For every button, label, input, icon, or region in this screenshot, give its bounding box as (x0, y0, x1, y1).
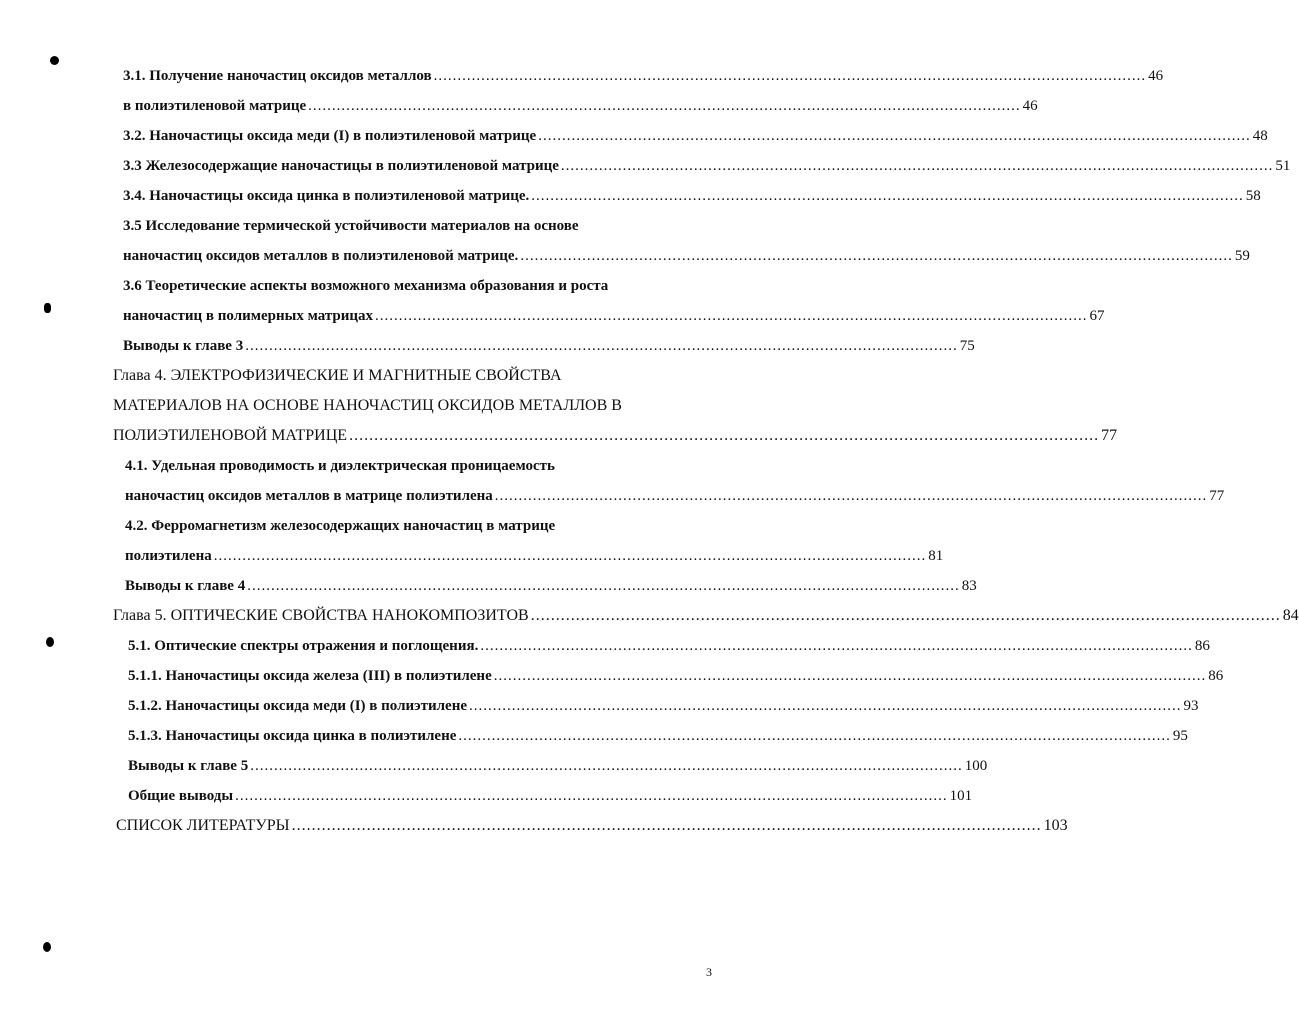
toc-entry-title: Выводы к главе 5 (128, 758, 249, 774)
toc-chapter (0, 805, 1068, 835)
toc-chapter-title: СПИСОК ЛИТЕРАТУРЫ (116, 817, 290, 834)
toc-entry-page: 46 (1022, 98, 1038, 114)
toc-leader: ...................................................................................................................................................... (433, 68, 1147, 84)
scan-speck (43, 942, 51, 952)
toc-entry-page: 51 (1275, 158, 1291, 174)
toc-entry (0, 115, 1268, 145)
toc-leader: ...................................................................................................................................................... (538, 128, 1251, 144)
toc-entry-page: 81 (928, 548, 944, 564)
toc-entry-title: Выводы к главе 4 (125, 578, 246, 594)
toc-entry (0, 175, 1261, 205)
toc-entry-page: 67 (1089, 308, 1105, 324)
toc-entry-page: 48 (1252, 128, 1268, 144)
toc-leader: ...................................................................................................................................................... (494, 488, 1208, 504)
toc-entry-page: 84 (1282, 607, 1299, 624)
toc-entry (0, 145, 1291, 175)
toc-entry-page: 101 (949, 788, 973, 804)
toc-entry-title: 5.1.3. Наночастицы оксида цинка в полиэтилене (128, 728, 457, 744)
toc-entry-title: 3.1. Получение наночастиц оксидов металлов (123, 68, 432, 84)
toc-entry-page: 59 (1234, 248, 1250, 264)
toc-leader: ...................................................................................................................................................... (530, 607, 1281, 624)
toc-entry (0, 445, 794, 475)
toc-leader: ...................................................................................................................................................... (291, 817, 1042, 834)
toc-entry-page: 46 (1148, 68, 1164, 84)
toc-leader: ...................................................................................................................................................... (469, 698, 1182, 714)
toc-chapter (0, 595, 1299, 625)
toc-entry (0, 265, 794, 295)
toc-entry-page: 100 (964, 758, 988, 774)
toc-entry-title: 4.1. Удельная проводимость и диэлектрическая проницаемость (125, 458, 555, 474)
toc-leader: ...................................................................................................................................................... (493, 668, 1207, 684)
toc-leader: ...................................................................................................................................................... (250, 758, 963, 774)
toc-entry-title: 5.1. Оптические спектры отражения и поглощения. (128, 638, 479, 654)
toc-chapter (0, 385, 794, 415)
toc-chapter-title: Глава 5. ОПТИЧЕСКИЕ СВОЙСТВА НАНОКОМПОЗИТОВ (113, 607, 529, 624)
toc-entry-title: 4.2. Ферромагнетизм железосодержащих наночастиц в матрице (125, 518, 556, 534)
toc-entry (0, 505, 794, 535)
toc-entry-page: 77 (1101, 427, 1118, 444)
toc-entry (0, 775, 973, 805)
toc-entry-title: наночастиц в полимерных матрицах (123, 308, 373, 324)
toc-entry (0, 745, 988, 775)
toc-leader: ...................................................................................................................................................... (520, 248, 1233, 264)
toc-leader: ...................................................................................................................................................... (213, 548, 927, 564)
toc-leader: ...................................................................................................................................................... (480, 638, 1193, 654)
toc-entry-title: наночастиц оксидов металлов в матрице полиэтилена (125, 488, 493, 504)
toc-leader: ...................................................................................................................................................... (560, 158, 1274, 174)
toc-leader: ...................................................................................................................................................... (308, 98, 1021, 114)
toc-entry-title: 3.3 Железосодержащие наночастицы в полиэтиленовой матрице (123, 158, 559, 174)
toc-entry-page: 77 (1209, 488, 1225, 504)
toc-leader: ...................................................................................................................................................... (349, 427, 1100, 444)
toc-entry (0, 715, 1188, 745)
toc-entry (0, 685, 1199, 715)
toc-leader: ...................................................................................................................................................... (531, 188, 1244, 204)
toc-leader: ...................................................................................................................................................... (375, 308, 1088, 324)
toc-entry (0, 475, 1225, 505)
toc-entry-page: 86 (1194, 638, 1210, 654)
toc-leader: ...................................................................................................................................................... (247, 578, 960, 594)
toc-entry-title: 5.1.1. Наночастицы оксида железа (III) в полиэтилене (128, 668, 492, 684)
toc-entry-page: 83 (961, 578, 977, 594)
toc-leader: ...................................................................................................................................................... (245, 338, 958, 354)
toc-entry (0, 565, 977, 595)
toc-entry-page: 95 (1172, 728, 1188, 744)
toc-entry-page: 86 (1208, 668, 1224, 684)
toc-entry-title: 3.2. Наночастицы оксида меди (I) в полиэтиленовой матрице (123, 128, 537, 144)
toc-entry (0, 235, 1250, 265)
toc-entry-title: 3.4. Наночастицы оксида цинка в полиэтиленовой матрице. (123, 188, 530, 204)
toc-entry-page: 93 (1183, 698, 1199, 714)
toc-entry (0, 55, 1164, 85)
toc-entry (0, 535, 944, 565)
toc-entry-title: 5.1.2. Наночастицы оксида меди (I) в полиэтилене (128, 698, 468, 714)
toc-chapter-title: МАТЕРИАЛОВ НА ОСНОВЕ НАНОЧАСТИЦ ОКСИДОВ МЕТАЛЛОВ В (113, 397, 622, 414)
toc-entry-page: 75 (959, 338, 975, 354)
toc-entry (0, 325, 975, 355)
toc-entry (0, 655, 1224, 685)
toc-entry-page: 103 (1043, 817, 1068, 834)
toc-leader: ...................................................................................................................................................... (235, 788, 948, 804)
toc-chapter-title: ПОЛИЭТИЛЕНОВОЙ МАТРИЦЕ (113, 427, 348, 444)
toc-entry-title: наночастиц оксидов металлов в полиэтиленовой матрице. (123, 248, 519, 264)
toc-leader: ...................................................................................................................................................... (458, 728, 1171, 744)
toc-entry-title: в полиэтиленовой матрице (123, 98, 307, 114)
toc-entry-title: 3.5 Исследование термической устойчивости материалов на основе (123, 218, 579, 234)
toc-chapter (0, 355, 794, 385)
toc-entry-title: Общие выводы (128, 788, 234, 804)
toc-entry-title: 3.6 Теоретические аспекты возможного механизма образования и роста (123, 278, 609, 294)
toc-entry (0, 625, 1210, 655)
toc-entry-title: Выводы к главе 3 (123, 338, 244, 354)
toc-entry (0, 85, 1038, 115)
toc-chapter (0, 415, 1118, 445)
toc-entry-page: 58 (1245, 188, 1261, 204)
toc-entry (0, 295, 1105, 325)
page-number: 3 (706, 965, 712, 979)
toc-entry (0, 205, 794, 235)
toc-entry-title: полиэтилена (125, 548, 212, 564)
toc-chapter-title: Глава 4. ЭЛЕКТРОФИЗИЧЕСКИЕ И МАГНИТНЫЕ СВОЙСТВА (113, 367, 562, 384)
